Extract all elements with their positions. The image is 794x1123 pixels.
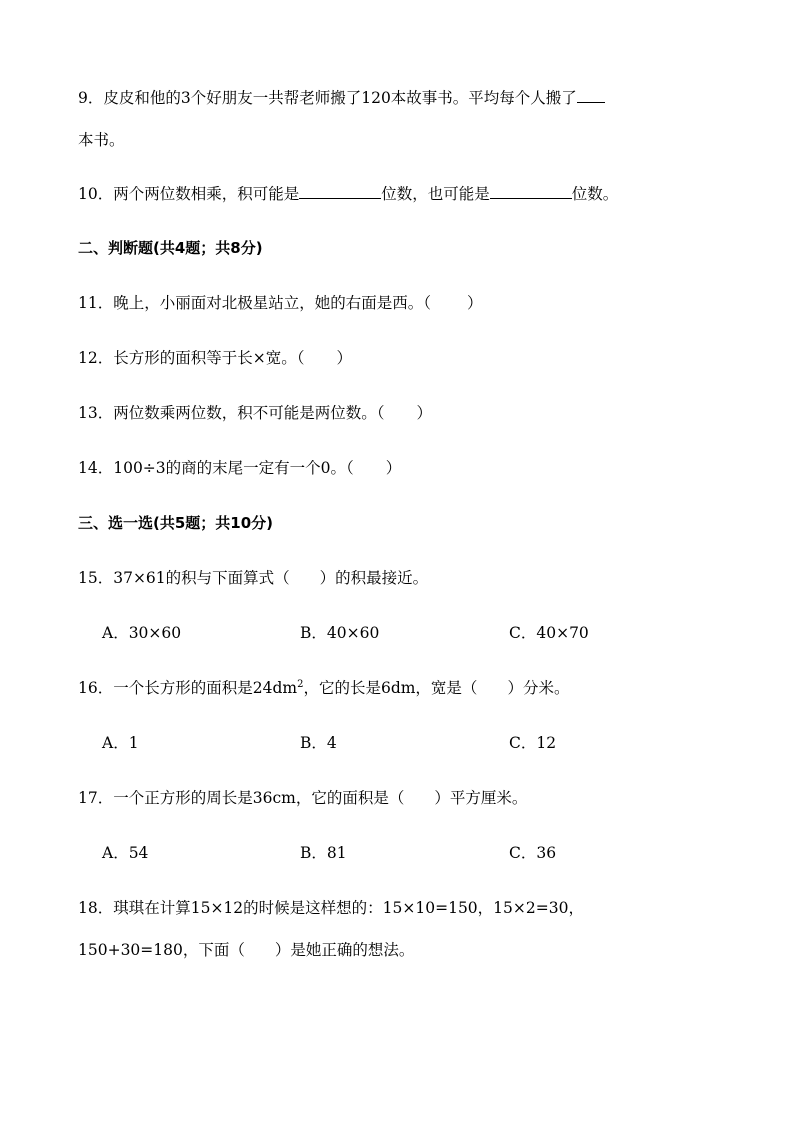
close-paren: ） xyxy=(336,349,352,367)
question-15-after: ）的积最接近。 xyxy=(319,569,429,587)
question-13-text: 13．两位数乘两位数，积不可能是两位数。（ xyxy=(78,404,385,422)
question-15-before: 15．37×61的积与下面算式（ xyxy=(78,569,290,587)
answer-blank[interactable] xyxy=(490,184,572,199)
option-b[interactable]: B．81 xyxy=(300,844,347,862)
question-16-mid: ，它的长是6dm，宽是（ xyxy=(303,679,478,697)
question-17 xyxy=(78,788,527,808)
question-18-continued xyxy=(78,940,414,960)
question-12 xyxy=(78,348,352,368)
question-9-text-cont: 本书。 xyxy=(78,131,125,149)
question-10-part3: 位数。 xyxy=(571,185,619,203)
question-11 xyxy=(78,293,483,313)
option-b[interactable]: B．40×60 xyxy=(300,624,380,642)
section-heading-true-false: 二、判断题(共4题；共8分) xyxy=(78,239,263,257)
question-17-before: 17．一个正方形的周长是36cm，它的面积是（ xyxy=(78,789,405,807)
question-17-after: ）平方厘米。 xyxy=(434,789,528,807)
close-paren: ） xyxy=(466,294,483,312)
option-a[interactable]: A．30×60 xyxy=(102,624,182,642)
question-18-line2-after: ）是她正确的想法。 xyxy=(274,941,415,959)
answer-blank[interactable] xyxy=(577,88,605,103)
option-b[interactable]: B．4 xyxy=(300,734,337,752)
question-15 xyxy=(78,568,428,588)
question-18-line1: 18．琪琪在计算15×12的时候是这样想的：15×10=150，15×2=30， xyxy=(78,899,584,917)
question-16-before: 16．一个长方形的面积是24dm xyxy=(78,679,298,697)
question-9-continued xyxy=(78,130,125,150)
option-a[interactable]: A．54 xyxy=(102,844,149,862)
question-14 xyxy=(78,458,401,478)
question-9-text: 9．皮皮和他的3个好朋友一共帮老师搬了120本故事书。平均每个人搬了 xyxy=(78,89,577,107)
question-10 xyxy=(78,184,618,204)
question-18-line2-before: 150+30=180，下面（ xyxy=(78,941,245,959)
close-paren: ） xyxy=(385,459,402,477)
answer-blank[interactable] xyxy=(299,184,381,199)
question-16 xyxy=(78,678,569,698)
option-c[interactable]: C．36 xyxy=(509,844,557,862)
question-10-part1: 10．两个两位数相乘，积可能是 xyxy=(78,185,300,203)
section-heading-multiple-choice: 三、选一选(共5题；共10分) xyxy=(78,514,274,532)
question-12-text: 12．长方形的面积等于长×宽。（ xyxy=(78,349,305,367)
option-c[interactable]: C．40×70 xyxy=(509,624,589,642)
question-11-text: 11．晚上，小丽面对北极星站立，她的右面是西。（ xyxy=(78,294,431,312)
option-c[interactable]: C．12 xyxy=(509,734,557,752)
question-13 xyxy=(78,403,432,423)
superscript: 2 xyxy=(297,678,304,690)
option-a[interactable]: A．1 xyxy=(102,734,139,752)
close-paren: ） xyxy=(416,404,432,422)
question-18 xyxy=(78,898,584,918)
question-14-text: 14．100÷3的商的末尾一定有一个0。（ xyxy=(78,459,354,477)
question-10-part2: 位数，也可能是 xyxy=(381,185,490,203)
question-16-after: ）分米。 xyxy=(507,679,570,697)
question-9 xyxy=(78,88,605,108)
